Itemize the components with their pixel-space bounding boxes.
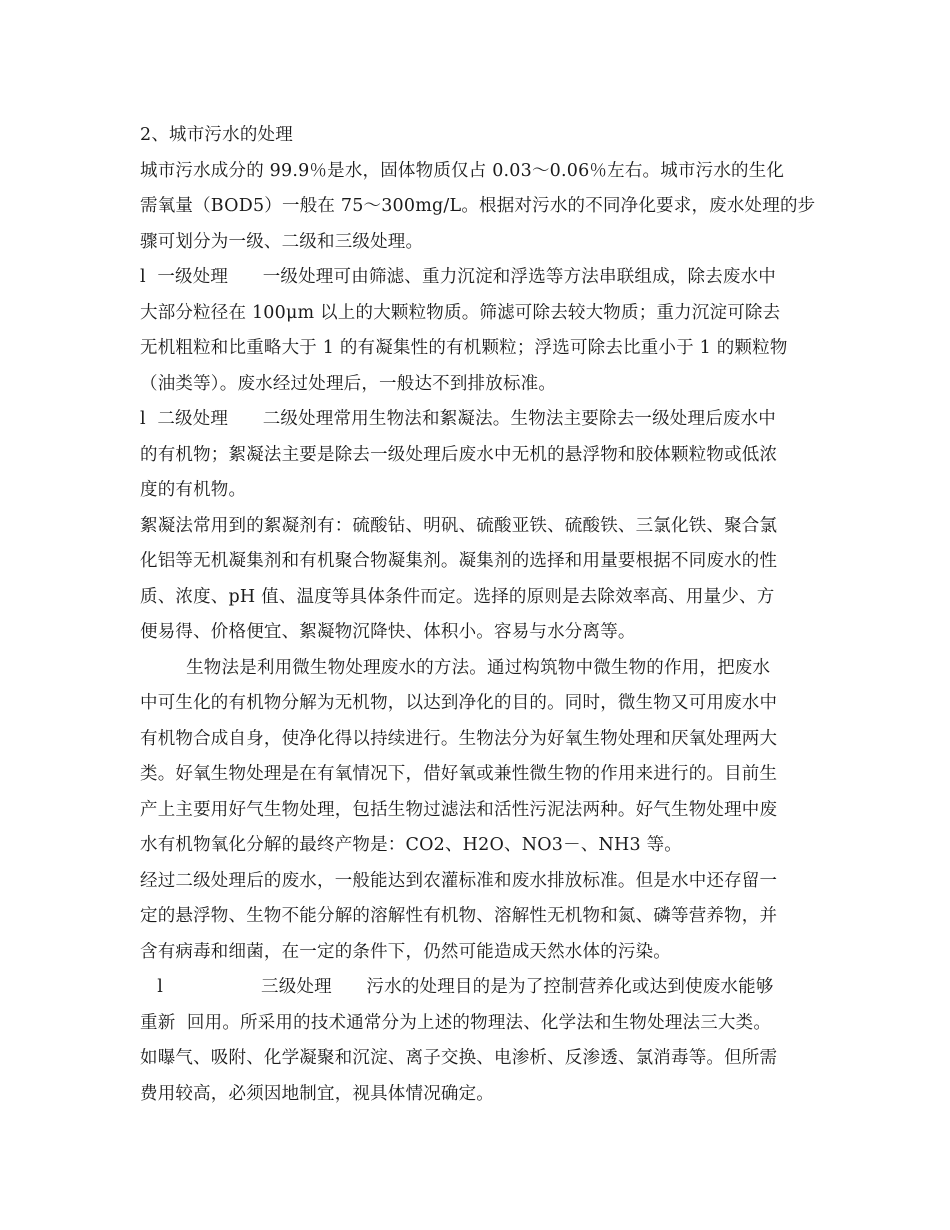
text-line: 的有机物；絮凝法主要是除去一级处理后废水中无机的悬浮物和胶体颗粒物或低浓 [140, 444, 778, 465]
text-line: 便易得、价格便宜、絮凝物沉降快、体积小。容易与水分离等。 [140, 622, 636, 642]
text-line: 絮凝法常用到的絮凝剂有：硫酸钻、明矾、硫酸亚铁、硫酸铁、三氯化铁、聚合氯 [140, 515, 778, 536]
text-line: 水有机物氧化分解的最终产物是：CO2、H2O、NO3－、NH3 等。 [140, 835, 682, 855]
text-line: 大部分粒径在 100μm 以上的大颗粒物质。筛滤可除去较大物质；重力沉淀可除去 [140, 302, 781, 323]
text-line: 有机物合成自身，使净化得以持续进行。生物法分为好氧生物处理和厌氧处理两大 [140, 728, 778, 749]
text-line: （油类等）。废水经过处理后，一般达不到排放标准。 [140, 373, 557, 394]
section-heading: 2、城市污水的处理 [140, 125, 293, 145]
text-line: 含有病毒和细菌，在一定的条件下，仍然可能造成天然水体的污染。 [140, 941, 671, 962]
text-line: 重新 回用。所采用的技术通常分为上述的物理法、化学法和生物处理法三大类。 [140, 1012, 772, 1033]
text-line: 度的有机物。 [140, 480, 247, 500]
text-line: 定的悬浮物、生物不能分解的溶解性有机物、溶解性无机物和氮、磷等营养物，并 [140, 906, 778, 926]
text-line: l 二级处理 二级处理常用生物法和絮凝法。生物法主要除去一级处理后废水中 [140, 409, 776, 429]
document-body [140, 118, 816, 1112]
text-line: l 一级处理 一级处理可由筛滤、重力沉淀和浮选等方法串联组成，除去废水中 [140, 267, 776, 287]
text-line: 化铝等无机凝集剂和有机聚合物凝集剂。凝集剂的选择和用量要根据不同废水的性 [140, 551, 778, 571]
text-line: 如曝气、吸附、化学凝聚和沉淀、离子交换、电渗析、反渗透、氯消毒等。但所需 [140, 1048, 778, 1068]
text-line: 经过二级处理后的废水，一般能达到农灌标准和废水排放标准。但是水中还存留一 [140, 870, 778, 891]
text-line: 产上主要用好气生物处理，包括生物过滤法和活性污泥法两种。好气生物处理中废 [140, 799, 778, 820]
text-line: 城市污水成分的 99.9％是水，固体物质仅占 0.03～0.06％左右。城市污水的生化 [140, 160, 785, 181]
text-line: l 三级处理 污水的处理目的是为了控制营养化或达到使废水能够 [140, 977, 774, 997]
text-line: 费用较高，必须因地制宜，视具体情况确定。 [140, 1083, 494, 1104]
text-line: 中可生化的有机物分解为无机物，以达到净化的目的。同时，微生物又可用废水中 [140, 693, 778, 713]
text-line: 需氧量（BOD5）一般在 75～300mg/L。根据对污水的不同净化要求，废水处理的步 [140, 196, 816, 216]
text-line: 类。好氧生物处理是在有氧情况下，借好氧或兼性微生物的作用来进行的。目前生 [140, 764, 778, 784]
text-line: 质、浓度、pH 值、温度等具体条件而定。选择的原则是去除效率高、用量少、方 [140, 586, 775, 607]
text-line: 生物法是利用微生物处理废水的方法。通过构筑物中微生物的作用，把废水 [140, 657, 771, 678]
text-line: 骤可划分为一级、二级和三级处理。 [140, 231, 424, 252]
text-line: 无机粗粒和比重略大于 1 的有凝集性的有机颗粒；浮选可除去比重小于 1 的颗粒物 [140, 338, 788, 358]
